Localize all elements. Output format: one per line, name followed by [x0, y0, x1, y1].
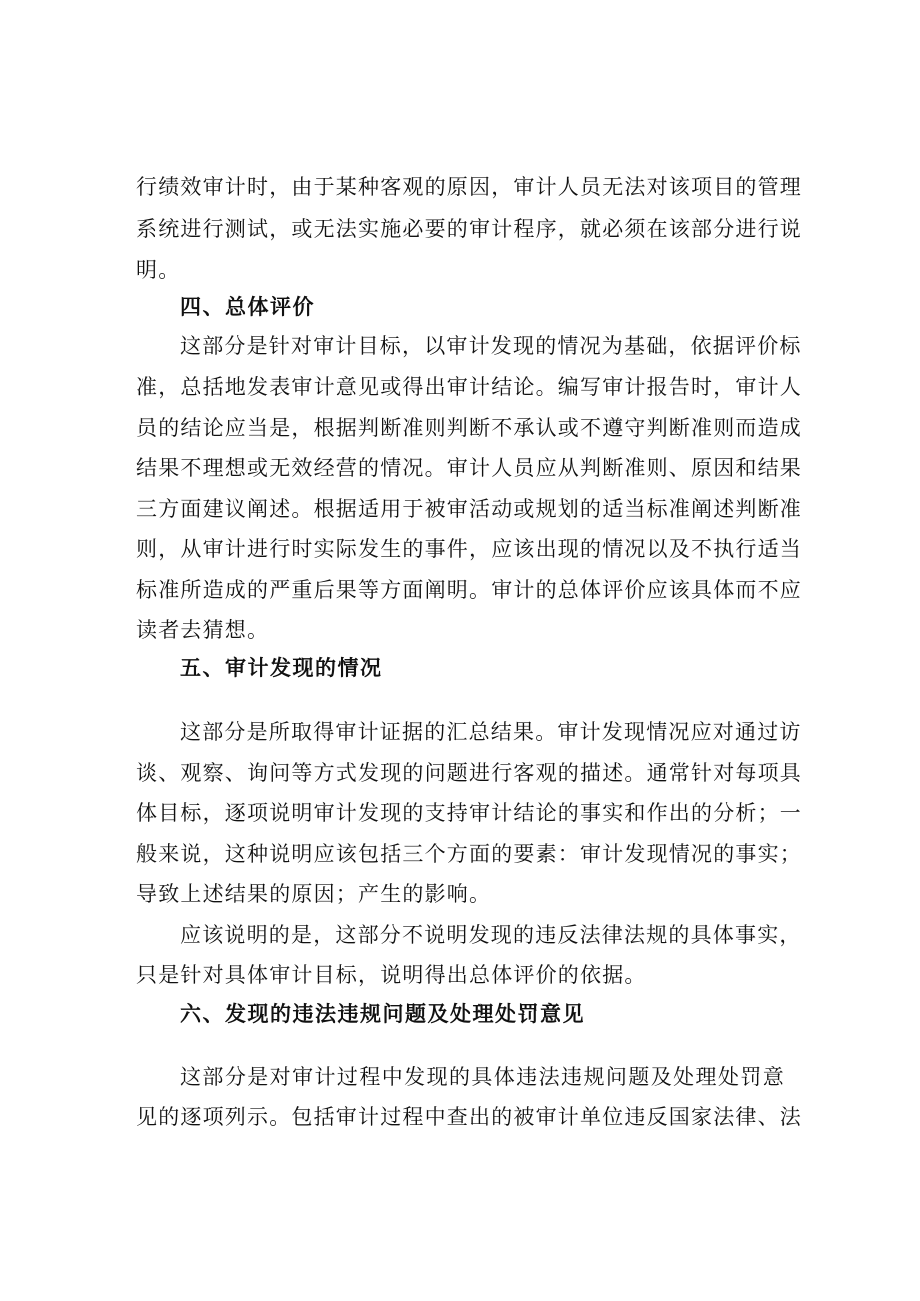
body-text-line: 这部分是对审计过程中发现的具体违法违规问题及处理处罚意: [180, 1065, 785, 1089]
section-heading: 五、审计发现的情况: [180, 656, 383, 680]
body-text-line: 只是针对具体审计目标，说明得出总体评价的依据。: [136, 963, 647, 987]
body-text-line: 标准所造成的严重后果等方面阐明。审计的总体评价应该具体而不应: [136, 578, 802, 602]
body-text-line: 三方面建议阐述。根据适用于被审活动或规划的适当标准阐述判断准: [136, 497, 802, 521]
body-text-line: 般来说，这种说明应该包括三个方面的要素：审计发现情况的事实；: [136, 842, 802, 866]
body-text-line: 行绩效审计时，由于某种客观的原因，审计人员无法对该项目的管理: [136, 175, 802, 199]
section-heading: 六、发现的违法违规问题及处理处罚意见: [180, 1002, 585, 1026]
body-text-line: 明。: [136, 258, 181, 282]
body-text-line: 见的逐项列示。包括审计过程中查出的被审计单位违反国家法律、法: [136, 1105, 802, 1129]
body-text-line: 导致上述结果的原因；产生的影响。: [136, 882, 492, 906]
body-text-line: 这部分是所取得审计证据的汇总结果。审计发现情况应对通过访: [180, 720, 802, 744]
body-text-line: 谈、观察、询问等方式发现的问题进行客观的描述。通常针对每项具: [136, 761, 802, 785]
body-text-line: 体目标，逐项说明审计发现的支持审计结论的事实和作出的分析；一: [136, 801, 802, 825]
body-text-line: 系统进行测试，或无法实施必要的审计程序，就必须在该部分进行说: [136, 217, 802, 241]
body-text-line: 读者去猜想。: [136, 618, 270, 642]
body-text-line: 员的结论应当是，根据判断准则判断不承认或不遵守判断准则而造成: [136, 416, 802, 440]
body-text-line: 结果不理想或无效经营的情况。审计人员应从判断准则、原因和结果: [136, 456, 802, 480]
section-heading: 四、总体评价: [180, 295, 315, 319]
body-text-line: 准，总括地发表审计意见或得出审计结论。编写审计报告时，审计人: [136, 375, 802, 399]
body-text-line: 应该说明的是，这部分不说明发现的违反法律法规的具体事实，: [180, 923, 802, 947]
body-text-line: 这部分是针对审计目标，以审计发现的情况为基础，依据评价标: [180, 334, 802, 358]
body-text-line: 则，从审计进行时实际发生的事件，应该出现的情况以及不执行适当: [136, 537, 802, 561]
